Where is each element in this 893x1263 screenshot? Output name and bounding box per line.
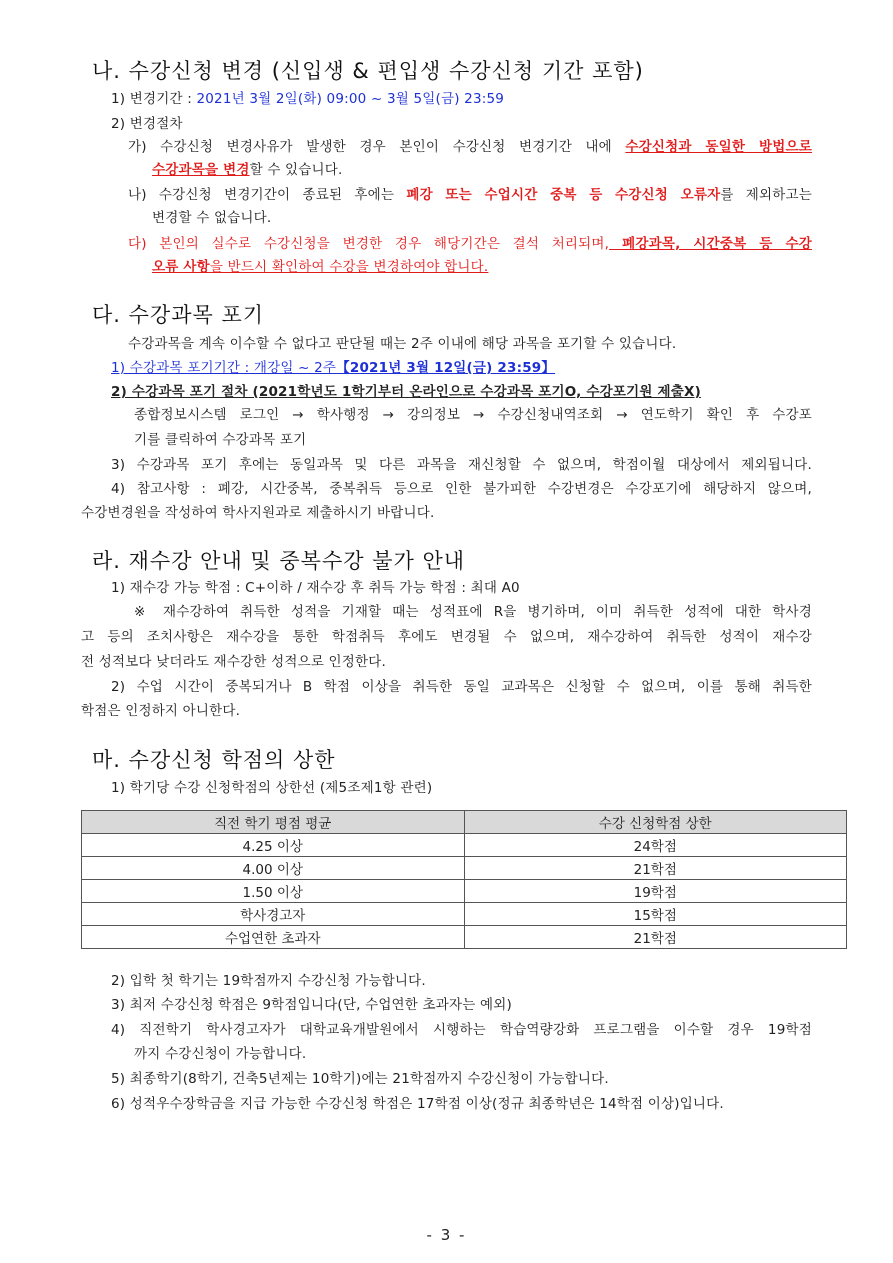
drop-period-deadline: 【2021년 3월 12일(금) 23:59】 — [336, 360, 556, 376]
table-row — [82, 903, 847, 926]
table-row — [82, 857, 847, 880]
page-number: - 3 - — [426, 1226, 467, 1244]
credit-rule-4-line2: 까지 수강신청이 가능합니다. — [134, 1046, 307, 1062]
credit-rule-5: 5) 최종학기(8학기, 건축5년제는 10학기)에는 21학점까지 수강신청이 가능합니다. — [111, 1071, 609, 1087]
procedure-item-ga — [128, 138, 812, 156]
table-cell-credit: 15학점 — [464, 903, 847, 926]
section-heading-drop: 다. 수강과목 포기 — [92, 303, 265, 327]
credit-rule-3: 3) 최저 수강신청 학점은 9학점입니다(단, 수업연한 초과자는 예외) — [111, 997, 512, 1013]
table-header-gpa: 직전 학기 평점 평균 — [82, 811, 465, 834]
procedure-da-highlight: 폐강과목, 시간중복 등 수강 — [609, 236, 812, 252]
change-period-label: 1) 변경기간 : — [111, 91, 197, 107]
procedure-ga-highlight-2: 수강과목을 변경 — [152, 162, 250, 178]
procedure-item-ga-cont — [152, 161, 343, 179]
credit-limit-table — [81, 810, 847, 949]
retake-note-line2: 고 등의 조치사항은 재수강을 통한 학점취득 후에도 변경될 수 없으며, 재수강하여 취득한 성적이 재수강 — [81, 629, 812, 645]
table-row — [82, 880, 847, 903]
drop-period — [111, 359, 555, 377]
drop-reference-line2: 수강변경원을 작성하여 학사지원과로 제출하시기 바랍니다. — [81, 505, 435, 521]
table-header-credit-cap: 수강 신청학점 상한 — [464, 811, 847, 834]
procedure-ga-text: 가) 수강신청 변경사유가 발생한 경우 본인이 수강신청 변경기간 내에 — [128, 139, 626, 155]
table-cell-credit: 21학점 — [464, 857, 847, 880]
procedure-item-da-cont — [152, 258, 488, 276]
table-cell-gpa: 1.50 이상 — [82, 880, 465, 903]
procedure-item-na — [128, 186, 812, 204]
drop-period-label: 1) 수강과목 포기기간 : 개강일 ~ 2주 — [111, 360, 337, 376]
drop-procedure-line2: 기를 클릭하여 수강과목 포기 — [134, 432, 307, 448]
section-heading-retake: 라. 재수강 안내 및 중복수강 불가 안내 — [92, 549, 466, 573]
table-cell-gpa: 4.00 이상 — [82, 857, 465, 880]
table-cell-credit: 19학점 — [464, 880, 847, 903]
drop-procedure-title: 2) 수강과목 포기 절차 (2021학년도 1학기부터 온라인으로 수강과목 포기O, 수강포기원 제출X) — [111, 384, 701, 400]
table-cell-credit: 21학점 — [464, 926, 847, 949]
procedure-na-text-2: 를 제외하고는 — [720, 187, 813, 203]
retake-grade-rule: 1) 재수강 가능 학점 : C+이하 / 재수강 후 취득 가능 학점 : 최대 A0 — [111, 580, 520, 596]
procedure-da-text: 다) 본인의 실수로 수강신청을 변경한 경우 해당기간은 결석 처리되며, — [128, 236, 610, 252]
procedure-item-da — [128, 235, 812, 253]
credit-limit-intro: 1) 학기당 수강 신청학점의 상한선 (제5조제1항 관련) — [111, 780, 433, 796]
section-heading-change: 나. 수강신청 변경 (신입생 & 편입생 수강신청 기간 포함) — [92, 59, 644, 83]
change-period — [111, 90, 504, 108]
table-cell-credit: 24학점 — [464, 834, 847, 857]
credit-rule-2: 2) 입학 첫 학기는 19학점까지 수강신청 가능합니다. — [111, 973, 426, 989]
duplicate-rule-line2: 학점은 인정하지 아니한다. — [81, 703, 241, 719]
credit-rule-4-line1: 4) 직전학기 학사경고자가 대학교육개발원에서 시행하는 학습역량강화 프로그램을 이수할 경우 19학점 — [111, 1022, 812, 1038]
procedure-ga-highlight: 수강신청과 동일한 방법으로 — [625, 139, 812, 155]
procedure-na-highlight: 폐강 또는 수업시간 중복 등 수강신청 오류자 — [406, 187, 721, 203]
table-cell-gpa: 학사경고자 — [82, 903, 465, 926]
table-row — [82, 834, 847, 857]
procedure-da-highlight-2: 오류 사항 — [152, 259, 210, 275]
retake-note-line1: ※ 재수강하여 취득한 성적을 기재할 때는 성적표에 R을 병기하며, 이미 취득한 성적에 대한 학사경 — [134, 604, 812, 620]
drop-reference-line1: 4) 참고사항 : 폐강, 시간중복, 중복취득 등으로 인한 불가피한 수강변경은 수강포기에 해당하지 않으며, — [111, 481, 812, 497]
table-row — [82, 926, 847, 949]
duplicate-rule-line1: 2) 수업 시간이 중복되거나 B 학점 이상을 취득한 동일 교과목은 신청할 수 없으며, 이를 통해 취득한 — [111, 679, 812, 695]
table-cell-gpa: 수업연한 초과자 — [82, 926, 465, 949]
section-heading-credit-limit: 마. 수강신청 학점의 상한 — [92, 748, 336, 772]
procedure-na-text: 나) 수강신청 변경기간이 종료된 후에는 — [128, 187, 407, 203]
table-header-row — [82, 811, 847, 834]
procedure-item-na-cont: 변경할 수 없습니다. — [152, 210, 272, 226]
change-period-value: 2021년 3월 2일(화) 09:00 ~ 3월 5일(금) 23:59 — [196, 91, 505, 107]
table-cell-gpa: 4.25 이상 — [82, 834, 465, 857]
retake-note-line3: 전 성적보다 낮더라도 재수강한 성적으로 인정한다. — [81, 654, 387, 670]
drop-procedure-line1: 종합정보시스템 로그인 → 학사행정 → 강의정보 → 수강신청내역조회 → 연도학기 확인 후 수강포 — [134, 407, 812, 423]
procedure-ga-text-2: 할 수 있습니다. — [249, 162, 343, 178]
procedure-da-text-2: 을 반드시 확인하여 수강을 변경하여야 합니다. — [209, 259, 489, 275]
drop-intro: 수강과목을 계속 이수할 수 없다고 판단될 때는 2주 이내에 해당 과목을 포기할 수 있습니다. — [128, 336, 677, 352]
credit-rule-6: 6) 성적우수장학금을 지급 가능한 수강신청 학점은 17학점 이상(정규 최종학년은 14학점 이상)입니다. — [111, 1096, 724, 1112]
drop-after-note: 3) 수강과목 포기 후에는 동일과목 및 다른 과목을 재신청할 수 없으며, 학점이월 대상에서 제외됩니다. — [111, 457, 812, 473]
change-procedure-label: 2) 변경절차 — [111, 116, 183, 132]
